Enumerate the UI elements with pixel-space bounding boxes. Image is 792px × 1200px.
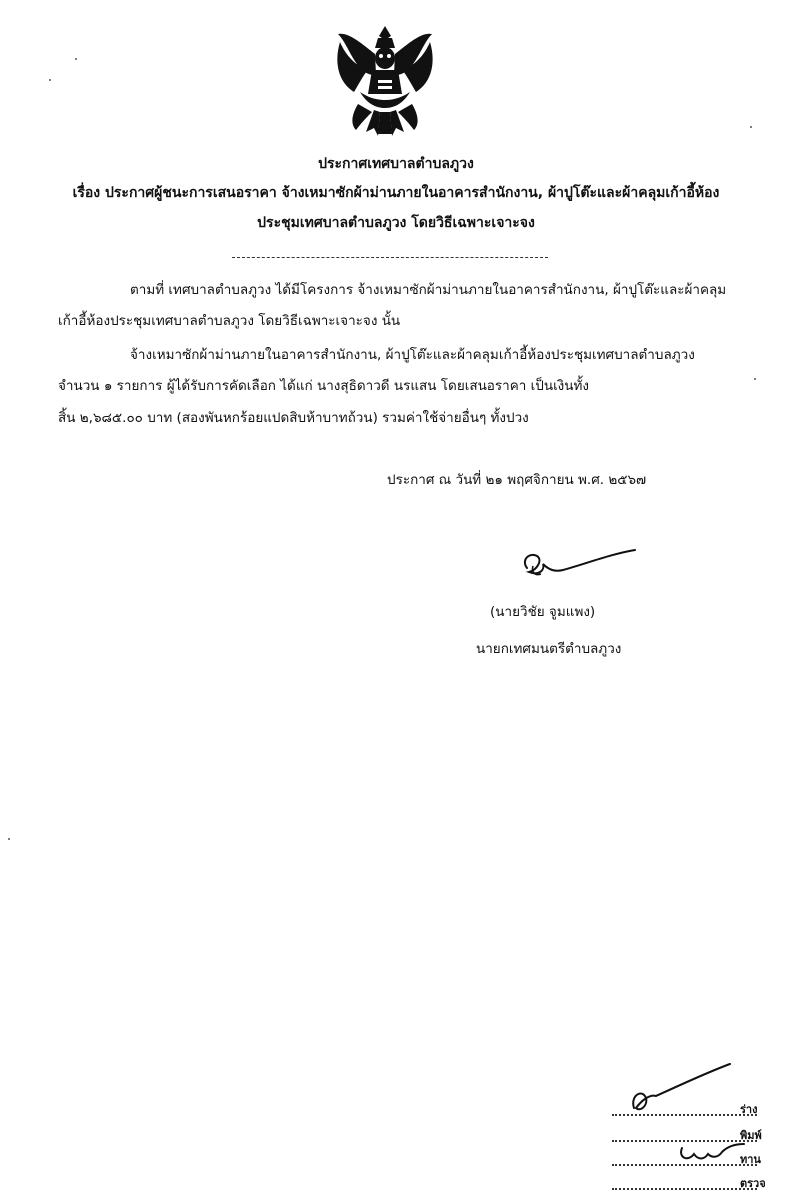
- speck: [49, 79, 51, 81]
- speck: [754, 378, 756, 380]
- paragraph-1-line-1: ตามที่ เทศบาลตำบลภูวง ได้มีโครงการ จ้างเหมาซักผ้าม่านภายในอาคารสำนักงาน, ผ้าปูโต๊ะและผ้าคลุม: [130, 282, 727, 298]
- paragraph-1-line-2: เก้าอี้ห้องประชุมเทศบาลตำบลภูวง โดยวิธีเฉพาะเจาะจง นั้น: [58, 313, 401, 329]
- signatory-title: นายกเทศมนตรีตำบลภูวง: [476, 641, 622, 657]
- paragraph-2-line-1: จ้างเหมาซักผ้าม่านภายในอาคารสำนักงาน, ผ้าปูโต๊ะและผ้าคลุมเก้าอี้ห้องประชุมเทศบาลตำบลภูวง: [130, 347, 695, 363]
- garuda-emblem-icon: [330, 22, 440, 144]
- signature-icon: [515, 540, 645, 590]
- speck: [8, 838, 10, 840]
- stamp-label-proofread: ทาน: [740, 1153, 761, 1166]
- paragraph-2-line-3: สิ้น ๒,๖๘๕.๐๐ บาท (สองพันหกร้อยแปดสิบห้าบาทถ้วน) รวมค่าใช้จ่ายอื่นๆ ทั้งปวง: [58, 410, 529, 426]
- signatory-name: (นายวิชัย จูมแพง): [490, 604, 596, 620]
- announcement-subject-cont: ประชุมเทศบาลตำบลภูวง โดยวิธีเฉพาะเจาะจง: [257, 215, 535, 231]
- paragraph-2-line-2: จำนวน ๑ รายการ ผู้ได้รับการคัดเลือก ได้แก่ นางสุธิดาวดี นรแสน โดยเสนอราคา เป็นเงินทั้ง: [58, 378, 589, 394]
- initials-signature-icon: [612, 1060, 752, 1180]
- stamp-label-typed: พิมพ์: [740, 1129, 762, 1142]
- announcement-subject: เรื่อง ประกาศผู้ชนะการเสนอราคา จ้างเหมาซักผ้าม่านภายในอาคารสำนักงาน, ผ้าปูโต๊ะและผ้าคลุมเก้าอี้ห้อง: [72, 185, 720, 201]
- speck: [750, 126, 752, 128]
- approval-stamp: [612, 1060, 792, 1200]
- stamp-line-checked: [612, 1188, 757, 1190]
- stamp-label-checked: ตรวจ: [740, 1177, 766, 1190]
- speck: [75, 58, 77, 60]
- stamp-line-proofread: [612, 1164, 757, 1166]
- announcement-title: ประกาศเทศบาลตำบลภูวง: [318, 156, 474, 172]
- announcement-date: ประกาศ ณ วันที่ ๒๑ พฤศจิกายน พ.ศ. ๒๕๖๗: [387, 472, 647, 488]
- stamp-line-typed: [612, 1140, 757, 1142]
- divider-line: [232, 257, 548, 258]
- stamp-line-draft: [612, 1114, 757, 1116]
- stamp-label-draft: ร่าง: [740, 1103, 758, 1116]
